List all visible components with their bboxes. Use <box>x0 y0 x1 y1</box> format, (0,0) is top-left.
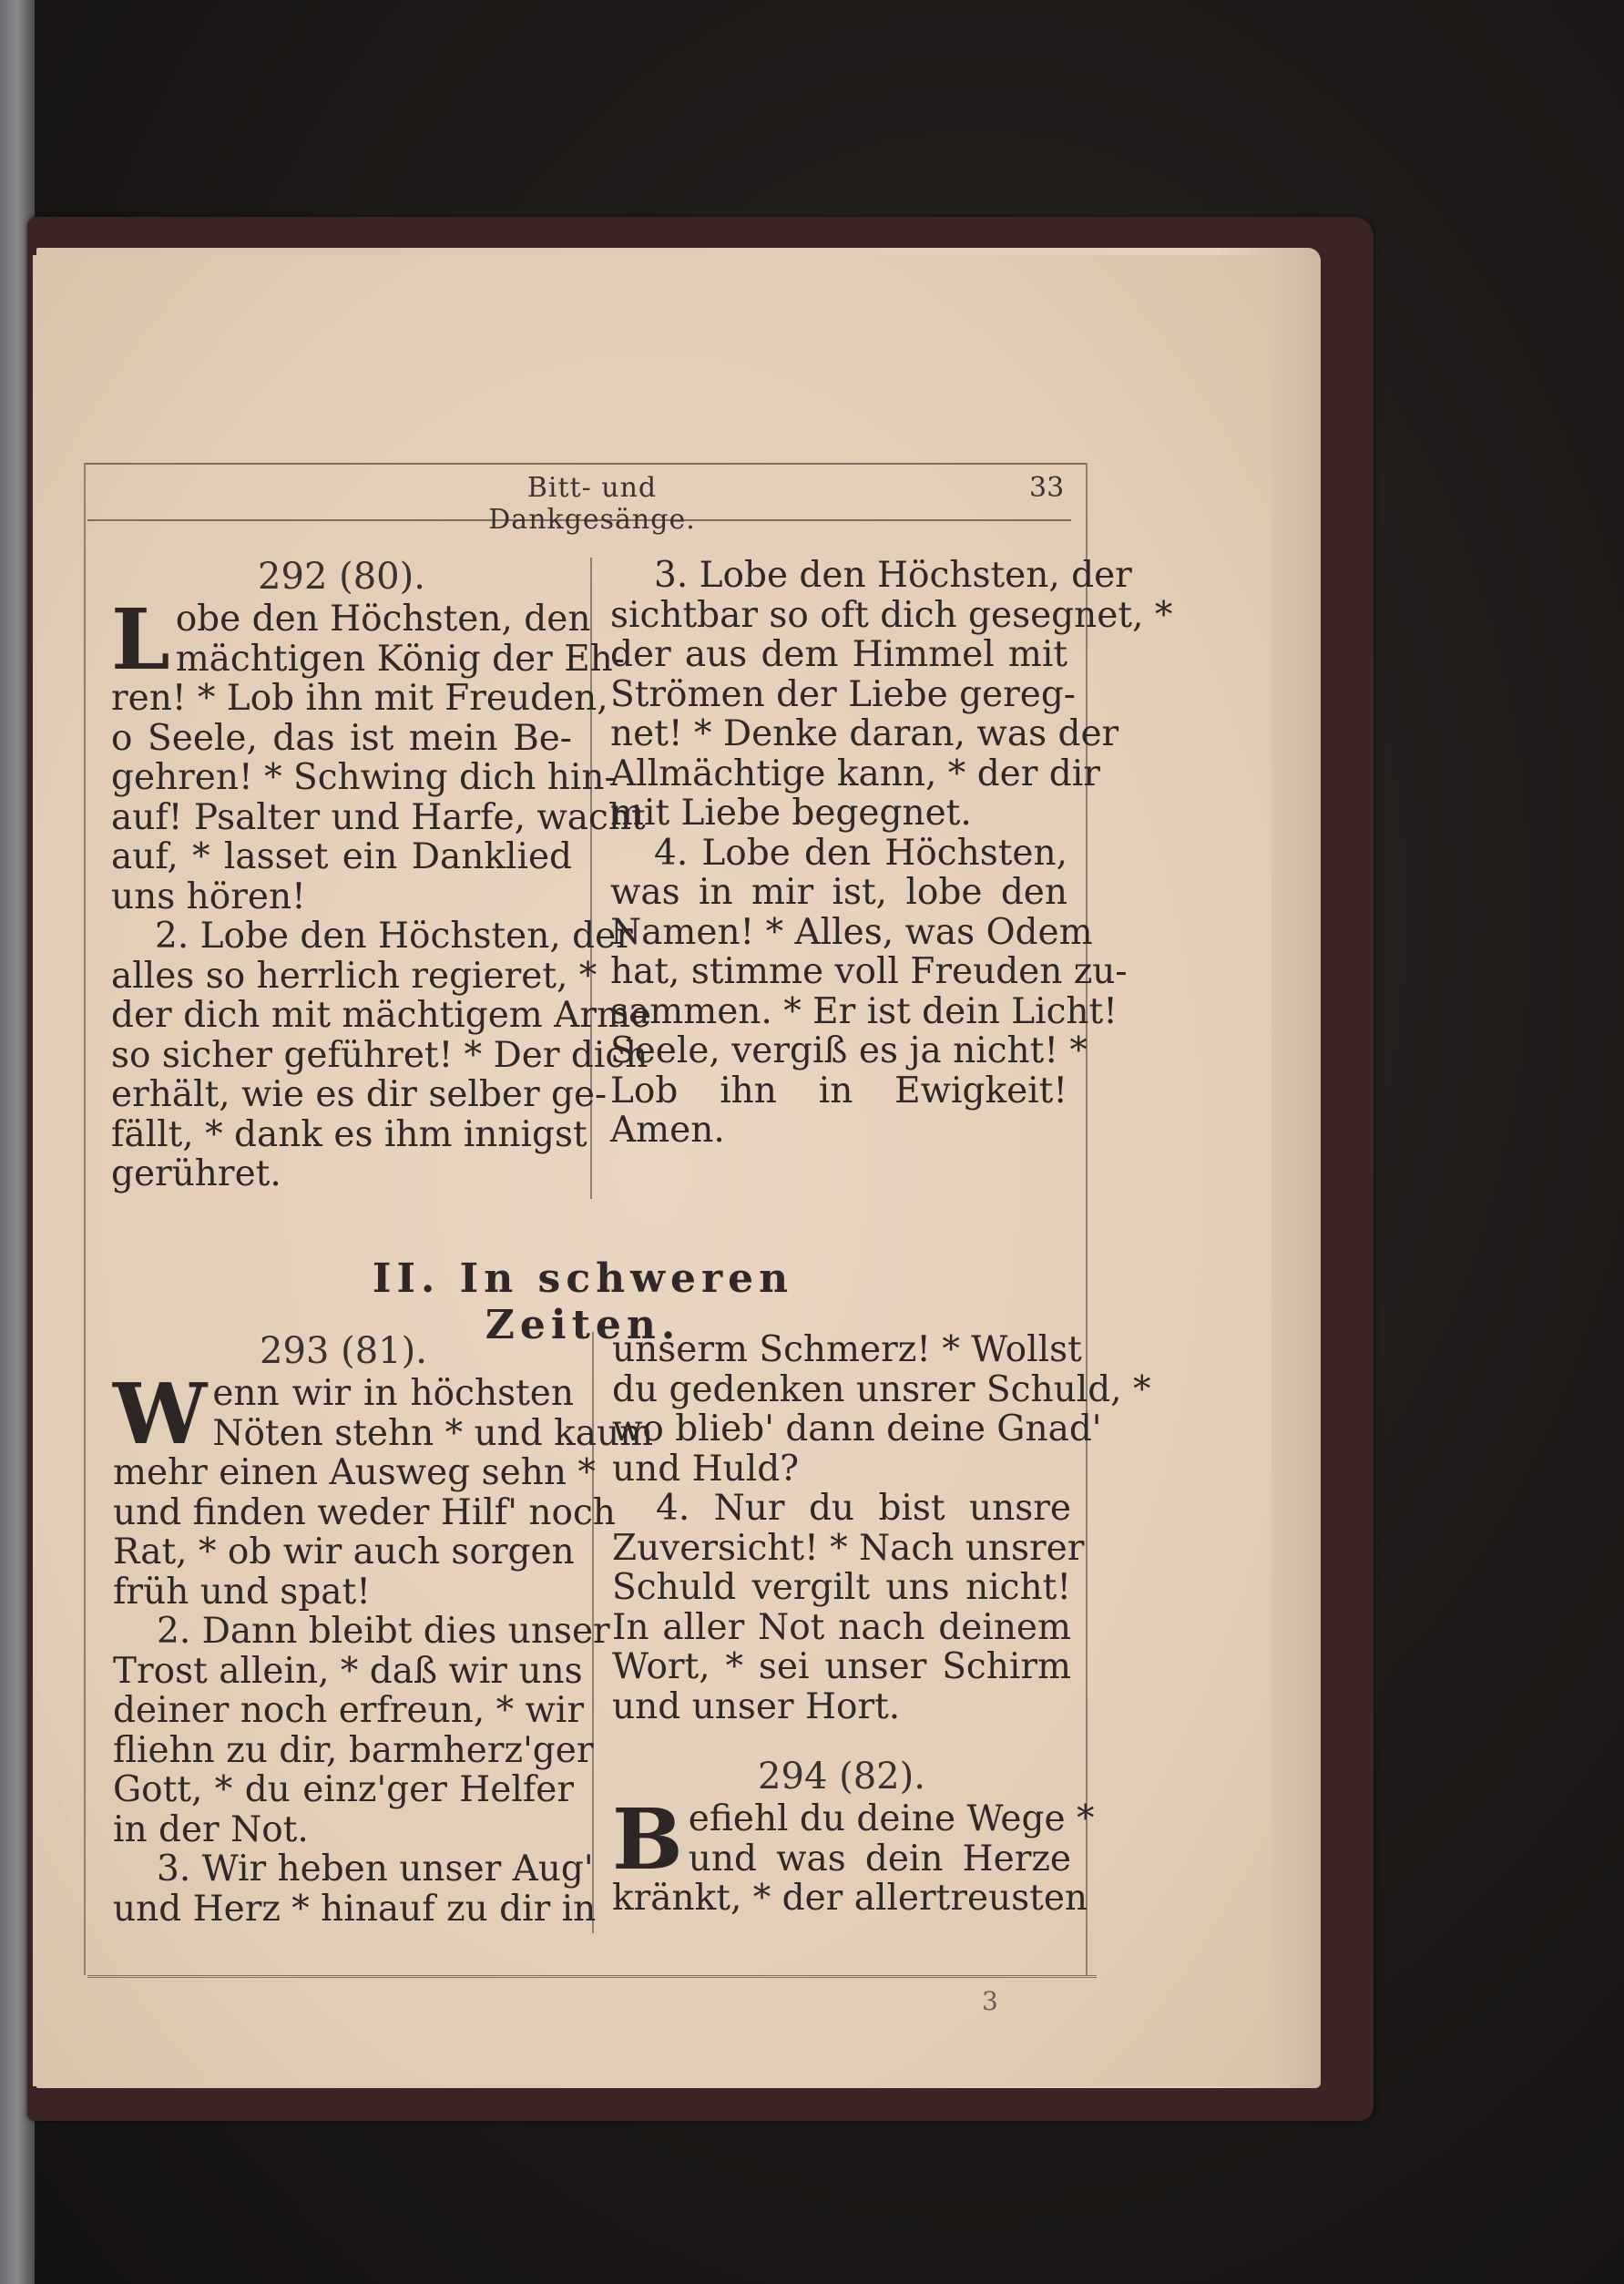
text-line: in der Not. <box>113 1808 309 1850</box>
text-line: sammen. * Er ist dein Licht! <box>610 990 1118 1032</box>
text-line: Zuversicht! * Nach unsrer <box>612 1527 1085 1569</box>
hymn-292-continued-column <box>610 555 1173 1151</box>
text-line: 3. Wir heben unser Aug' <box>157 1849 594 1890</box>
hymn-292-column <box>111 556 652 1194</box>
spacer <box>612 1726 1071 1756</box>
text-line: Trost allein, * daß wir uns <box>113 1650 583 1692</box>
text-line: 3. Lobe den Höchsten, der <box>654 555 1132 596</box>
page-number: 33 <box>1029 472 1065 504</box>
text-line: Lob ihn in Ewigkeit! <box>610 1070 1067 1111</box>
text-line: mit Liebe begegnet. <box>610 793 972 834</box>
text-line: Strömen der Liebe gereg- <box>610 673 1076 715</box>
text-line: obe den Höchsten, den <box>175 599 591 640</box>
text-line: mehr einen Ausweg sehn * <box>113 1452 596 1493</box>
hymn-number: 292 (80). <box>258 556 425 598</box>
hymn-293-continued-column <box>612 1329 1151 1919</box>
text-line: Amen. <box>610 1110 725 1151</box>
text-line: du gedenken unsrer Schuld, * <box>612 1368 1151 1410</box>
text-line: gerühret. <box>111 1153 281 1194</box>
text-line: und was dein Herze <box>688 1838 1071 1879</box>
text-line: Gott, * du einz'ger Helfer <box>113 1769 574 1810</box>
text-line: auf! Psalter und Harfe, wacht <box>111 796 646 838</box>
text-line: erhält, wie es dir selber ge- <box>111 1074 608 1115</box>
text-line: so sicher geführet! * Der dich <box>111 1034 649 1076</box>
text-line: In aller Not nach deinem <box>612 1606 1071 1648</box>
text-line: ren! * Lob ihn mit Freuden, <box>111 678 608 719</box>
text-line: und Herz * hinauf zu dir in <box>113 1888 597 1930</box>
text-line: hat, stimme voll Freuden zu- <box>610 951 1128 992</box>
text-line: kränkt, * der allertreusten <box>612 1878 1088 1919</box>
text-line: o Seele, das ist mein Be- <box>111 717 572 759</box>
text-line: alles so herrlich regieret, * <box>111 955 598 997</box>
drop-cap: B <box>612 1790 683 1889</box>
text-line: 4. Lobe den Höchsten, <box>654 832 1067 874</box>
text-line: 4. Nur du bist unsre <box>656 1488 1071 1529</box>
text-line: fällt, * dank es ihm innigst <box>111 1113 587 1155</box>
text-line: Nöten stehn * und kaum <box>212 1412 654 1454</box>
text-line: fliehn zu dir, barmherz'ger <box>113 1729 594 1771</box>
text-line: 2. Lobe den Höchsten, der <box>155 916 633 957</box>
text-line: deiner noch erfreun, * wir <box>113 1690 585 1731</box>
text-line: mächtigen König der Eh- <box>175 638 625 680</box>
text-line: der dich mit mächtigem Arme <box>111 995 652 1036</box>
text-line: Namen! * Alles, was Odem <box>610 911 1093 953</box>
text-line: wo blieb' dann deine Gnad' <box>612 1408 1102 1449</box>
text-line: unserm Schmerz! * Wollst <box>612 1329 1082 1370</box>
bottom-rule <box>87 1975 1097 1978</box>
drop-cap: L <box>111 590 170 689</box>
text-line: net! * Denke daran, was der <box>610 713 1119 754</box>
text-line: Rat, * ob wir auch sorgen <box>113 1531 575 1572</box>
text-line: Schuld vergilt uns nicht! <box>612 1567 1071 1608</box>
drop-cap: W <box>113 1365 208 1463</box>
hymn-number: 293 (81). <box>260 1330 427 1372</box>
section-title: II. In schweren Zeiten. <box>372 1255 794 1348</box>
text-line: efiehl du deine Wege * <box>688 1798 1095 1839</box>
text-line: uns hören! <box>111 876 306 917</box>
hymn-293-column <box>113 1330 654 1930</box>
text-line: und Huld? <box>612 1448 800 1490</box>
text-line: 2. Dann bleibt dies unser <box>157 1611 610 1652</box>
hymn-number: 294 (82). <box>758 1756 925 1797</box>
signature-mark: 3 <box>982 1986 998 2016</box>
text-line: enn wir in höchsten <box>212 1373 574 1414</box>
running-title: Bitt- und Dankgesänge. <box>488 472 696 536</box>
text-line: sichtbar so oft dich gesegnet, * <box>610 594 1173 636</box>
text-line: was in mir ist, lobe den <box>610 872 1067 913</box>
text-line: auf, * lasset ein Danklied <box>111 836 572 877</box>
text-line: und unser Hort. <box>612 1685 901 1727</box>
text-line: Seele, vergiß es ja nicht! * <box>610 1030 1088 1071</box>
text-line: der aus dem Himmel mit <box>610 634 1067 675</box>
text-line: und finden weder Hilf' noch <box>113 1491 616 1533</box>
text-line: früh und spat! <box>113 1571 371 1613</box>
text-line: gehren! * Schwing dich hin- <box>111 757 617 798</box>
text-line: Wort, * sei unser Schirm <box>612 1646 1071 1687</box>
text-line: Allmächtige kann, * der dir <box>610 753 1100 794</box>
